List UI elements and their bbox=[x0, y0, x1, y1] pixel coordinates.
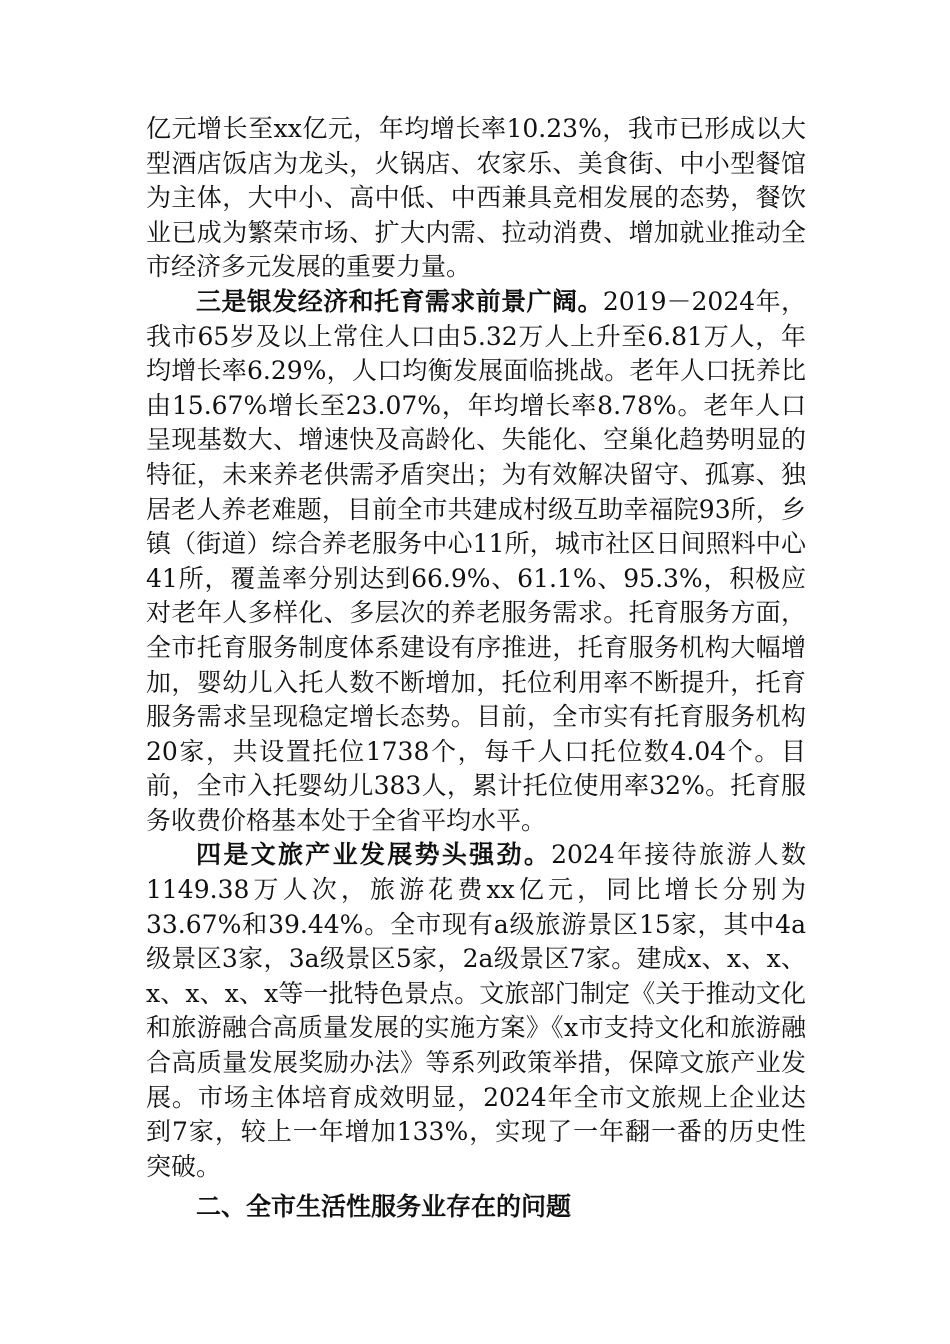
paragraph-silver-economy bbox=[146, 285, 806, 839]
paragraph-body-silver-economy: 2019－2024年，我市65岁及以上常住人口由5.32万人上升至6.81万人，年均增长率6.29%，人口均衡发展面临挑战。老年人口抚养比由15.67%增长至23.07%，年均增长率8.78%。老年人口呈现基数大、增速快及高龄化、失能化、空巢化趋势明显的特征，未来养老供需矛盾突出；为有效解决留守、孤寡、独居老人养老难题，目前全市共建成村级互助幸福院93所，乡镇（街道）综合养老服务中心11所，城市社区日间照料中心41所，覆盖率分别达到66.9%、61.1%、95.3%，积极应对老年人多样化、多层次的养老服务需求。托育服务方面，全市托育服务制度体系建设有序推进，托育服务机构大幅增加，婴幼儿入托人数不断增加，托位利用率不断提升，托育服务需求呈现稳定增长态势。目前，全市实有托育服务机构20家，共设置托位1738个，每千人口托位数4.04个。目前，全市入托婴幼儿383人，累计托位使用率32%。托育服务收费价格基本处于全省平均水平。 bbox=[146, 286, 806, 835]
paragraph-lead-culture-tourism: 四是文旅产业发展势头强劲。 bbox=[196, 840, 552, 870]
paragraph-body-culture-tourism: 2024年接待旅游人数1149.38万人次，旅游花费xx亿元，同比增长分别为33.67%和39.44%。全市现有a级旅游景区15家，其中4a级景区3家，3a级景区5家，2a级景区7家。建成x、x、x、x、x、x、x等一批特色景点。文旅部门制定《关于推动文化和旅游融合高质量发展的实施方案》《x市支持文化和旅游融合高质量发展奖励办法》等系列政策举措，保障文旅产业发展。市场主体培育成效明显，2024年全市文旅规上企业达到7家，较上一年增加133%，实现了一年翻一番的历史性突破。 bbox=[146, 840, 806, 1181]
document-body bbox=[146, 112, 806, 1225]
paragraph-catering: 亿元增长至xx亿元，年均增长率10.23%，我市已形成以大型酒店饭店为龙头，火锅店、农家乐、美食街、中小型餐馆为主体，大中小、高中低、中西兼具竞相发展的态势，餐饮业已成为繁荣市场、扩大内需、拉动消费、增加就业推动全市经济多元发展的重要力量。 bbox=[146, 114, 806, 282]
paragraph-lead-silver-economy: 三是银发经济和托育需求前景广阔。 bbox=[196, 286, 603, 316]
section-heading: 二、全市生活性服务业存在的问题 bbox=[196, 1192, 572, 1222]
paragraph-culture-tourism bbox=[146, 838, 806, 1184]
